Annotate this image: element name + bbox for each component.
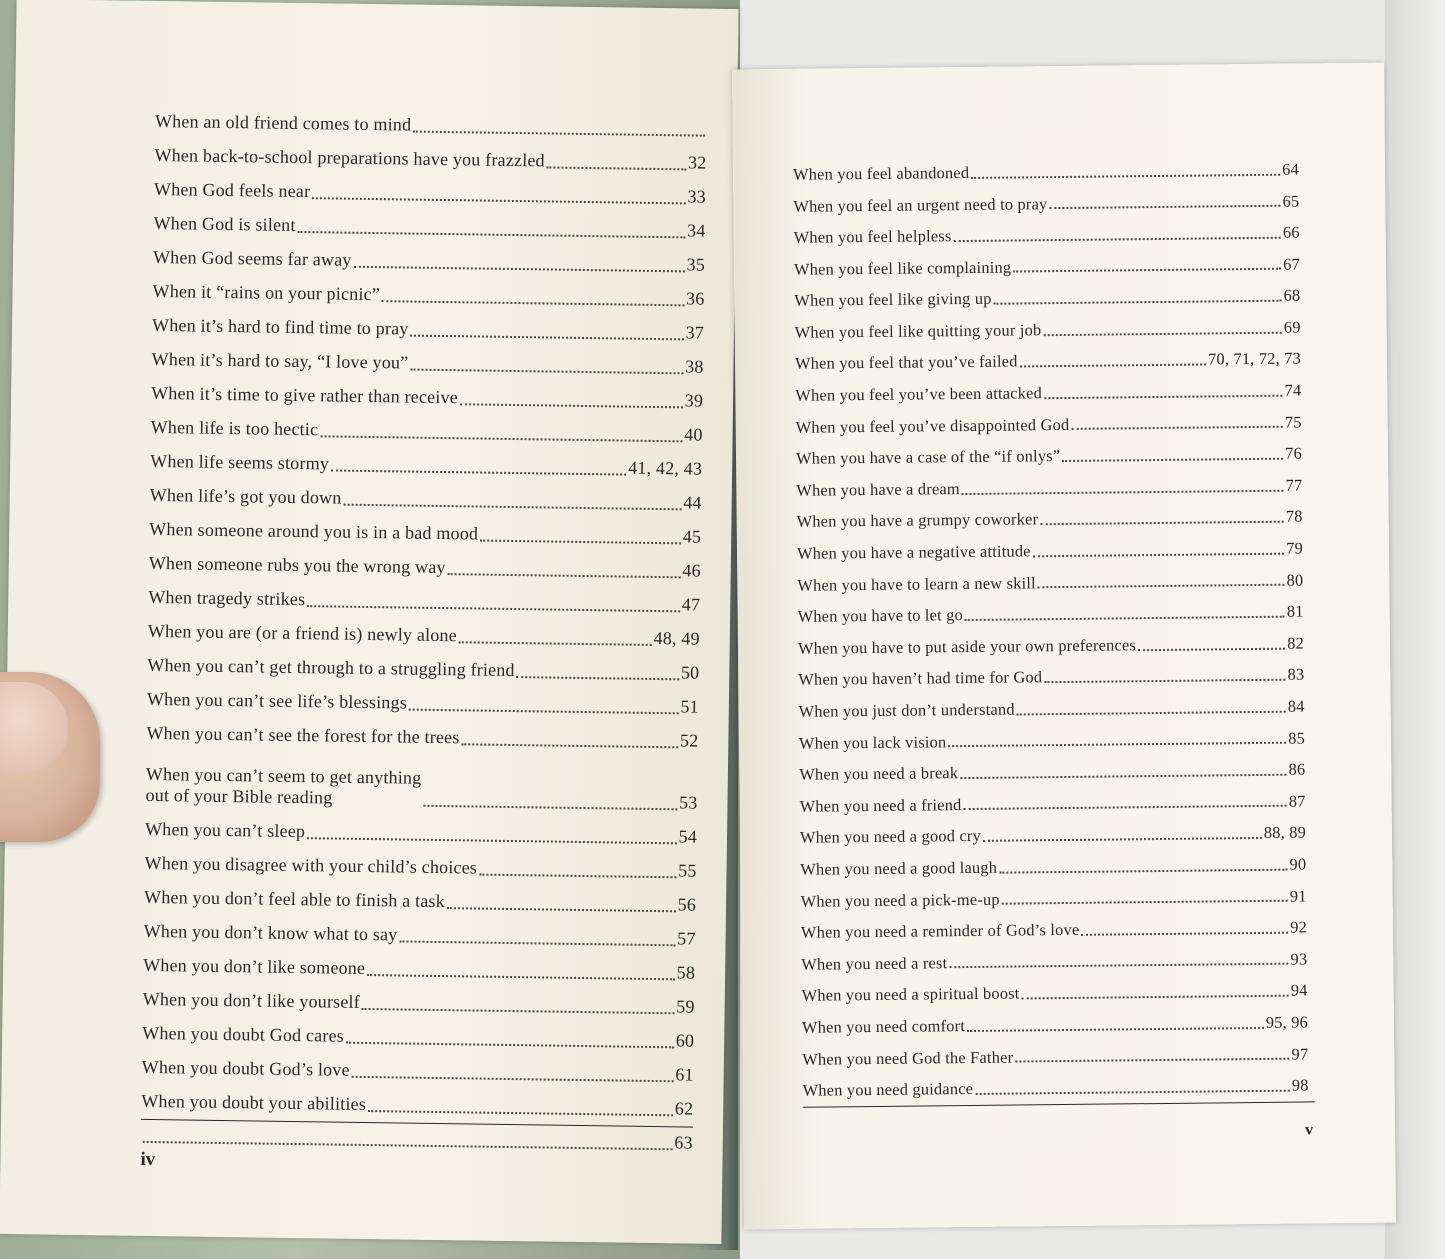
toc-entry-page-number: 41, 42, 43 [628, 458, 703, 480]
toc-entry-title: When you can’t see the forest for the trees [146, 723, 460, 748]
toc-entry [799, 779, 1305, 816]
dot-leader [967, 1027, 1264, 1032]
toc-entry-page-number: 83 [1287, 664, 1305, 685]
toc-entry-title: When you doubt God’s love [141, 1057, 350, 1081]
dot-leader [1015, 1058, 1289, 1063]
toc-entry-page-number: 90 [1289, 854, 1307, 874]
dot-leader [1017, 710, 1286, 715]
toc-entry-title: When you need a spiritual boost [801, 983, 1020, 1006]
toc-entry-title: When you haven’t had time for God [798, 667, 1043, 690]
dot-leader [367, 974, 675, 980]
toc-entry [797, 558, 1303, 595]
toc-entry-title: When you have a case of the “if onlys” [795, 446, 1061, 469]
toc-entry [800, 811, 1306, 848]
dot-leader [1022, 995, 1289, 1000]
dot-leader [1081, 932, 1288, 936]
toc-entry-title: When you don’t feel able to finish a task [143, 887, 446, 912]
toc-entry-page-number: 95, 96 [1265, 1012, 1309, 1032]
toc-entry-title: When life’s got you down [149, 485, 342, 509]
toc-entry-title: When you feel like quitting your job [794, 320, 1042, 342]
dot-leader [975, 1089, 1290, 1094]
toc-entry [802, 1064, 1308, 1101]
dot-leader [346, 1042, 674, 1049]
toc-entry [801, 969, 1307, 1006]
toc-entry [800, 843, 1306, 880]
toc-entry-title: When you need a break [799, 763, 959, 784]
dot-leader [1044, 679, 1285, 684]
toc-entry-title: When you need a rest [801, 952, 948, 974]
toc-entry-title: When you need a friend [799, 794, 962, 816]
toc-entry-page-number: 68 [1283, 285, 1301, 305]
toc-entry-title: When you have to let go [797, 605, 964, 627]
dot-leader [948, 742, 1286, 748]
toc-entry-page-number: 57 [677, 928, 696, 949]
toc-entry-title: When you need a good cry [799, 826, 982, 848]
toc-entry-page-number: 59 [676, 996, 695, 1017]
toc-entry-title: When you can’t get through to a struggling friend [147, 655, 515, 681]
dot-leader [954, 236, 1281, 241]
dot-leader [517, 676, 679, 680]
toc-entry [796, 463, 1302, 500]
left-toc-list [141, 99, 708, 1155]
toc-entry-page-number: 55 [678, 860, 697, 882]
toc-entry-page-number: 70, 71, 72, 73 [1207, 348, 1302, 369]
toc-entry [802, 1000, 1308, 1037]
toc-entry-page-number: 33 [687, 186, 707, 208]
right-toc-list [793, 148, 1309, 1101]
toc-entry-title: When you don’t like someone [143, 955, 366, 979]
dot-leader [1138, 647, 1285, 651]
dot-leader [1040, 521, 1284, 526]
toc-entry-title: When it’s time to give rather than receive [151, 383, 459, 408]
toc-entry-title: When it’s hard to say, “I love you” [151, 349, 409, 373]
toc-entry-title: When you feel like complaining [793, 257, 1012, 279]
toc-entry-page-number: 98 [1291, 1075, 1309, 1095]
toc-entry-title: When you need a pick-me-up [800, 889, 1000, 911]
toc-entry-title: When you don’t know what to say [143, 921, 398, 945]
toc-entry [794, 242, 1300, 279]
dot-leader [1062, 458, 1283, 462]
dot-leader [448, 573, 681, 578]
toc-entry-title: When back-to-school preparations have you frazzled [154, 145, 545, 171]
dot-leader [331, 469, 626, 475]
toc-entry-title: When you have a dream [796, 478, 960, 500]
left-page-folio: iv [140, 1148, 156, 1171]
toc-entry-page-number: 52 [679, 730, 699, 752]
toc-entry-page-number: 87 [1288, 791, 1306, 811]
toc-entry-page-number: 47 [681, 594, 701, 616]
dot-leader [994, 300, 1282, 305]
toc-entry-title: When tragedy strikes [148, 587, 306, 610]
dot-leader [1071, 426, 1283, 430]
toc-entry-page-number: 62 [674, 1098, 694, 1119]
toc-entry [793, 179, 1299, 216]
dot-leader [960, 774, 1286, 779]
toc-entry-page-number: 76 [1285, 443, 1303, 463]
dot-leader [459, 641, 652, 646]
toc-entry [796, 495, 1302, 532]
toc-entry-title: When you doubt God cares [142, 1023, 345, 1047]
toc-entry-title: When you feel like giving up [794, 289, 992, 311]
toc-entry-title: When it’s hard to find time to pray [151, 315, 409, 339]
toc-entry-page-number: 35 [686, 254, 706, 276]
toc-entry-title: When someone rubs you the wrong way [148, 553, 446, 578]
toc-entry-title: When you feel an urgent need to pray [793, 193, 1048, 216]
dot-leader [1013, 268, 1281, 273]
toc-entry [794, 274, 1300, 311]
toc-entry-page-number: 92 [1290, 917, 1308, 937]
dot-leader [1038, 584, 1285, 589]
dot-leader [447, 907, 676, 912]
toc-entry [145, 745, 698, 815]
toc-entry-title: When you disagree with your child’s choices [144, 853, 478, 878]
toc-entry [799, 748, 1305, 785]
toc-entry-page-number: 78 [1285, 506, 1303, 527]
toc-entry-page-number: 82 [1287, 633, 1305, 653]
dot-leader [480, 540, 681, 545]
toc-entry-page-number: 67 [1283, 254, 1301, 274]
toc-entry-page-number: 46 [682, 560, 701, 582]
toc-entry-page-number: 74 [1284, 380, 1302, 400]
toc-entry [795, 337, 1301, 374]
dot-leader [965, 616, 1285, 621]
toc-entry-page-number: 64 [1282, 159, 1300, 179]
right-page-folio: v [1304, 1121, 1314, 1139]
dot-leader [352, 1076, 674, 1082]
dot-leader [409, 709, 678, 715]
toc-entry-title: When you need God the Father [802, 1047, 1014, 1069]
toc-entry [800, 874, 1306, 911]
toc-entry [797, 527, 1303, 564]
toc-entry [798, 653, 1304, 690]
dot-leader [460, 403, 683, 408]
toc-entry [795, 400, 1301, 437]
toc-entry-page-number: 79 [1286, 538, 1304, 558]
toc-entry-page-number: 38 [685, 356, 704, 378]
toc-entry-title: When an old friend comes to mind [154, 111, 412, 135]
toc-entry-page-number: 39 [684, 390, 704, 412]
toc-entry-title: When you feel you’ve been attacked [795, 383, 1043, 405]
thumbnail [0, 682, 68, 772]
toc-entry-title: When you just don’t understand [798, 699, 1015, 721]
toc-entry-title: When you need a good laugh [800, 857, 998, 879]
dot-leader [962, 489, 1284, 494]
toc-entry-title: When you have to learn a new skill [797, 572, 1036, 595]
toc-entry-title: When you can’t seem to get anything out of your Bible reading [145, 763, 422, 808]
dot-leader [362, 1008, 674, 1014]
toc-entry-title: When you feel helpless [793, 226, 952, 247]
toc-entry-title: When you doubt your abilities [141, 1091, 367, 1115]
toc-entry-title: When it “rains on your picnic” [152, 281, 381, 305]
dot-leader [1033, 552, 1285, 557]
toc-entry-title: When you need a reminder of God’s love [800, 920, 1080, 942]
toc-entry-page-number: 37 [685, 322, 705, 344]
toc-entry [801, 906, 1307, 943]
toc-entry-page-number: 45 [682, 526, 702, 548]
toc-entry-page-number: 93 [1290, 949, 1308, 969]
dot-leader [1043, 331, 1282, 335]
toc-entry [801, 937, 1307, 974]
toc-entry-page-number: 34 [686, 220, 706, 242]
dot-leader [1049, 205, 1280, 209]
toc-entry-title: When you have a grumpy coworker [796, 509, 1039, 532]
toc-entry-title: When you have a negative attitude [796, 541, 1031, 563]
dot-leader [143, 1141, 673, 1150]
dot-leader [964, 805, 1287, 810]
dot-leader [971, 173, 1280, 178]
toc-entry-page-number: 44 [683, 492, 702, 514]
toc-entry-page-number: 84 [1287, 696, 1305, 716]
toc-entry-title: When you feel that you’ve failed [794, 351, 1018, 374]
dot-leader [1044, 394, 1283, 398]
dot-leader [1020, 364, 1206, 368]
dot-leader [983, 837, 1262, 842]
toc-entry-title: When God seems far away [152, 247, 352, 271]
dot-leader [461, 743, 677, 748]
dot-leader [368, 1110, 673, 1116]
toc-entry-page-number: 51 [680, 696, 699, 718]
dot-leader [382, 300, 684, 306]
toc-entry-page-number: 65 [1282, 191, 1300, 211]
toc-entry-page-number: 81 [1286, 601, 1304, 621]
toc-entry-page-number: 32 [687, 152, 707, 174]
dot-leader [1002, 900, 1288, 905]
toc-entry-title: When life seems stormy [150, 451, 330, 474]
toc-entry-title: When you need comfort [801, 1015, 966, 1037]
toc-entry-title: When life is too hectic [150, 417, 319, 440]
toc-entry-page-number: 40 [684, 424, 703, 446]
toc-entry-page-number: 63 [674, 1132, 693, 1153]
toc-entry-page-number: 58 [676, 962, 696, 983]
toc-entry-page-number: 66 [1282, 222, 1300, 242]
dot-leader [413, 131, 705, 137]
toc-entry-title: When God feels near [153, 179, 311, 202]
toc-entry-page-number: 75 [1284, 412, 1302, 432]
toc-entry-title: When you lack vision [798, 731, 947, 753]
toc-entry-title: When you feel abandoned [792, 162, 970, 184]
dot-leader [949, 963, 1288, 969]
toc-entry-title: When God is silent [153, 213, 296, 236]
right-page [732, 63, 1396, 1230]
toc-entry-title: When you have to put aside your own preferences [797, 635, 1137, 658]
toc-entry-title: When you are (or a friend is) newly alone [147, 621, 458, 646]
dot-leader [423, 805, 677, 811]
toc-entry [802, 1032, 1308, 1069]
toc-entry [798, 685, 1304, 722]
toc-entry [796, 432, 1302, 469]
toc-entry [799, 716, 1305, 753]
dot-leader [399, 940, 675, 946]
dot-leader [410, 335, 683, 341]
dot-leader [479, 874, 676, 879]
toc-entry-page-number: 77 [1285, 475, 1303, 495]
toc-entry-page-number: 50 [680, 662, 700, 684]
toc-entry-page-number: 36 [685, 288, 705, 310]
dot-leader [410, 369, 683, 375]
dot-leader [999, 868, 1287, 873]
dot-leader [547, 166, 686, 170]
toc-entry [793, 148, 1299, 185]
toc-entry-page-number: 85 [1288, 728, 1306, 748]
toc-entry-page-number: 88, 89 [1263, 822, 1307, 843]
toc-entry-page-number: 86 [1288, 759, 1306, 779]
right-page-rule [803, 1101, 1315, 1107]
toc-entry [795, 369, 1301, 406]
toc-entry-page-number: 56 [677, 894, 697, 915]
toc-entry [798, 621, 1304, 658]
toc-entry-title: When you need guidance [802, 1079, 974, 1100]
toc-entry-page-number: 61 [675, 1064, 694, 1085]
toc-entry-page-number: 94 [1290, 980, 1308, 1000]
dot-leader [343, 504, 681, 511]
toc-entry-title: When you can’t see life’s blessings [146, 689, 408, 713]
toc-entry [797, 590, 1303, 627]
toc-entry-page-number: 54 [678, 826, 698, 848]
toc-entry-page-number: 48, 49 [653, 628, 700, 650]
toc-entry [794, 305, 1300, 342]
dot-leader [353, 266, 684, 273]
toc-entry-page-number: 60 [675, 1030, 695, 1051]
toc-entry-page-number: 97 [1291, 1043, 1309, 1064]
toc-entry-page-number: 69 [1283, 317, 1301, 337]
toc-entry-title: When you can’t sleep [144, 819, 306, 842]
toc-entry-title: When you feel you’ve disappointed God [795, 414, 1070, 437]
toc-entry-page-number: 80 [1286, 570, 1304, 590]
toc-entry-title: When someone around you is in a bad mood [149, 519, 479, 544]
toc-entry-page-number: 53 [678, 792, 698, 814]
toc-entry-page-number: 91 [1289, 886, 1307, 906]
toc-entry [793, 211, 1299, 248]
toc-entry-title: When you don’t like yourself [142, 989, 361, 1013]
